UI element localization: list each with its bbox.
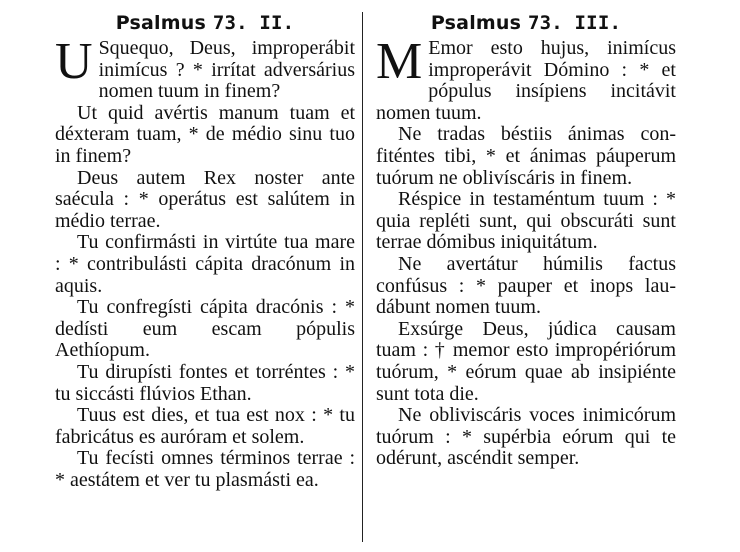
psalm-title-number: 73. III. xyxy=(527,12,622,34)
verse: Tu dirupísti fontes et torréntes : * tu siccásti flúvios Ethan. xyxy=(55,360,355,405)
drop-cap: M xyxy=(376,33,423,90)
left-column xyxy=(55,8,355,491)
verse: Réspice in testaméntum tuum : * quia repléti sunt, qui obscuráti sunt terrae dómibus iniquitátum. xyxy=(376,188,676,254)
verse: Exsúrge Deus, júdica causam tuam : † memor esto impropériórum tuórum, * eórum quae ab insipiénte sunt tota die. xyxy=(376,317,676,405)
psalm-text-right xyxy=(376,33,676,470)
verse: Ut quid avértis manum tuam et déxteram tuam, * de médio sinu tuo in finem? xyxy=(55,101,355,167)
drop-cap: U xyxy=(55,33,93,90)
verse: Tu confregísti cápita dracónis : * dedísti eum escam pópulis Aethíopum. xyxy=(55,296,355,362)
verse: Tu fecísti omnes términos terrae : * aestátem et ver tu plasmásti ea. xyxy=(55,447,355,491)
psalm-title-word: Psalmus xyxy=(430,12,522,34)
verse: Tuus est dies, et tua est nox : * tu fabricátus es auróram et solem. xyxy=(55,404,355,448)
right-column xyxy=(376,8,676,470)
verse xyxy=(376,33,676,124)
psalm-title-left xyxy=(55,8,355,38)
psalm-text-left xyxy=(55,33,355,491)
verse: Deus autem Rex noster ante saécula : * operátus est salútem in médio terrae. xyxy=(55,166,355,232)
psalm-title-number: 73. II. xyxy=(212,12,295,34)
verse: Ne tradas béstiis ánimas confiténtes tibi, * et ánimas páuperum tuórum ne oblivíscáris in finem. xyxy=(376,123,676,189)
column-divider xyxy=(362,12,363,542)
verse-text: Emor esto hujus, inimícus improperávit Dómino : * et pópulus insípiens incitávit nomen tuum. xyxy=(376,37,676,124)
verse: Ne obliviscáris voces inimicórum tuórum : * supérbia eórum qui te odérunt, ascéndit semper. xyxy=(376,404,676,470)
psalm-title-word: Psalmus xyxy=(115,12,206,34)
verse-text: Squequo, Deus, improperábit inimícus ? * irrítat adversárius nomen tuum in finem? xyxy=(98,37,355,103)
verse: Ne avertátur húmilis factus confúsus : * pauper et inops laudábunt nomen tuum. xyxy=(376,252,676,319)
verse xyxy=(55,33,355,103)
verse: Tu confirmásti in virtúte tua mare : * contribulásti cápita dracónum in aquis. xyxy=(55,231,355,297)
